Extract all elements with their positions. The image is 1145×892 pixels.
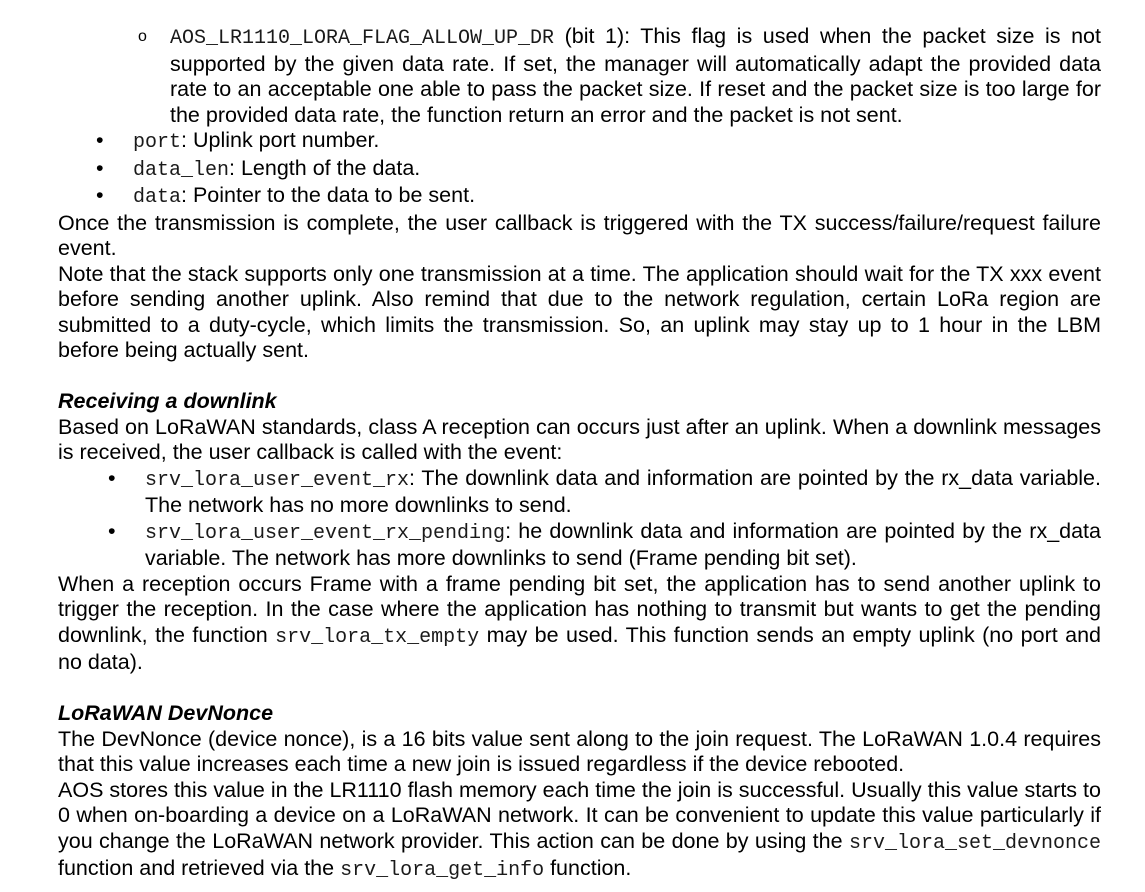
event-description: : The downlink data and information are pointed by the rx_data variable. The network has no more downlinks to send.: [145, 465, 1101, 517]
downlink-intro: Based on LoRaWAN standards, class A reception can occurs just after an uplink. When a downlink messages is received, the user callback is called with the event:: [58, 414, 1101, 464]
event-code: srv_lora_user_event_rx: [145, 468, 410, 492]
bullet-icon: •: [96, 128, 104, 152]
hollow-bullet-icon: o: [138, 28, 147, 45]
downlink-heading: Receiving a downlink: [58, 389, 277, 413]
param-description: : Pointer to the data to be sent.: [181, 183, 476, 207]
bullet-icon: •: [108, 518, 116, 543]
tx-complete-paragraph: Once the transmission is complete, the user callback is triggered with the TX success/failure/request failure event.: [58, 210, 1101, 260]
flag-code: AOS_LR1110_LORA_FLAG_ALLOW_UP_DR: [170, 27, 555, 50]
get-info-code: srv_lora_get_info: [340, 859, 545, 882]
param-code: data: [133, 186, 182, 209]
param-description: : Length of the data.: [229, 155, 421, 180]
flag-allow-up-dr-item: [58, 24, 1101, 128]
set-devnonce-code: srv_lora_set_devnonce: [848, 831, 1101, 855]
param-item-data: [58, 183, 1101, 211]
pending-text-before: When a reception occurs Frame with a frame pending bit set, the application has to send another uplink to trigger the reception. In the case where the application has nothing to transmit but wants to get the pending downlink, the function: [58, 571, 1101, 647]
devnonce-text-before: AOS stores this value in the LR1110 flash memory each time the join is successful. Usually this value starts to 0 when on-boarding a device on a LoRaWAN network. It can be convenient to update this value particularly if you change the LoRaWAN network provider. This action can be done by using the: [58, 777, 1101, 853]
event-item-rx: [58, 466, 1101, 519]
param-code: data_len: [133, 158, 230, 182]
devnonce-heading: LoRaWAN DevNonce: [58, 701, 274, 725]
document-body: [58, 24, 1101, 884]
tx-empty-code: srv_lora_tx_empty: [275, 625, 480, 649]
devnonce-paragraph-2: [58, 778, 1101, 884]
pending-text-after: may be used. This function sends an empty uplink (no port and no data).: [58, 622, 1102, 674]
note-paragraph: Note that the stack supports only one transmission at a time. The application should wait for the TX xxx event before sending another uplink. Also remind that due to the network regulation, certain LoRa region are submitted to a duty-cycle, which limits the transmission. So, an uplink may stay up to 1 hour in the LBM before being actually sent.: [58, 261, 1101, 362]
param-item-data-len: [58, 156, 1101, 184]
pending-paragraph: [58, 572, 1101, 676]
bullet-icon: •: [96, 183, 104, 207]
bullet-icon: •: [108, 465, 116, 490]
event-description: : he downlink data and information are pointed by the rx_data variable. The network has more downlinks to send (Frame pending bit set).: [145, 518, 1101, 570]
flag-description: (bit 1): This flag is used when the packet size is not supported by the given data rate. If set, the manager will automatically adapt the provided data rate to an acceptable one able to pass the packet size. If reset and the packet size is too large for the provided data rate, the function return an error and the packet is not sent.: [170, 24, 1101, 127]
param-code: port: [133, 131, 182, 154]
devnonce-paragraph-1: The DevNonce (device nonce), is a 16 bits value sent along to the join request. The LoRaWAN 1.0.4 requires that this value increases each time a new join is issued regardless if the device rebooted.: [58, 726, 1101, 776]
bullet-icon: •: [96, 155, 104, 180]
devnonce-text-after: function.: [544, 856, 632, 880]
event-code: srv_lora_user_event_rx_pending: [145, 521, 506, 545]
param-description: : Uplink port number.: [181, 128, 380, 152]
event-item-rx-pending: [58, 519, 1101, 572]
devnonce-text-mid: function and retrieved via the: [58, 856, 341, 880]
param-item-port: [58, 128, 1101, 156]
